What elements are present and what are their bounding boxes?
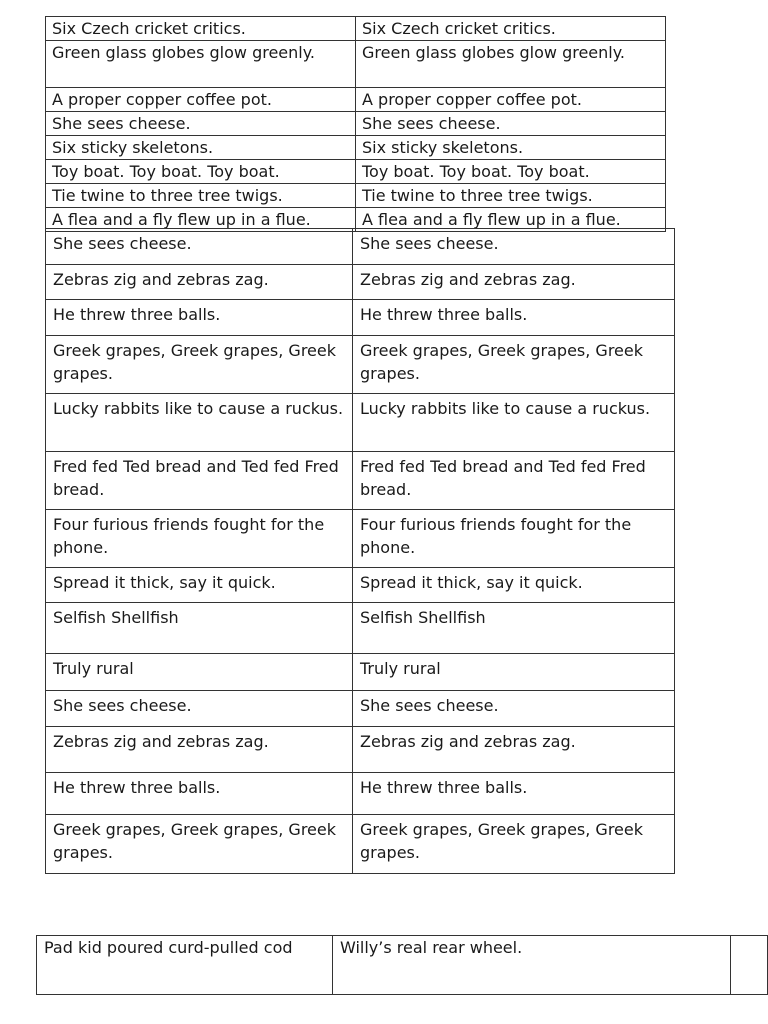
table-cell: Pad kid poured curd-pulled cod bbox=[37, 936, 333, 995]
table-cell: Greek grapes, Greek grapes, Greek grapes. bbox=[46, 336, 353, 394]
table-cell: He threw three balls. bbox=[353, 773, 675, 815]
table-cell: Toy boat. Toy boat. Toy boat. bbox=[46, 160, 356, 184]
table-body bbox=[46, 17, 666, 232]
table-cell: Selfish Shellfish bbox=[46, 603, 353, 654]
table-row bbox=[46, 654, 675, 691]
table-cell: Greek grapes, Greek grapes, Greek grapes. bbox=[353, 336, 675, 394]
table-cell: Lucky rabbits like to cause a ruckus. bbox=[353, 394, 675, 452]
table-cell: Lucky rabbits like to cause a ruckus. bbox=[46, 394, 353, 452]
table-cell: Spread it thick, say it quick. bbox=[353, 568, 675, 603]
table-cell: Truly rural bbox=[353, 654, 675, 691]
table-row bbox=[46, 568, 675, 603]
table-cell: Four furious friends fought for the phone. bbox=[46, 510, 353, 568]
table-cell: Fred fed Ted bread and Ted fed Fred bread. bbox=[46, 452, 353, 510]
table-cell: Six sticky skeletons. bbox=[46, 136, 356, 160]
table-cell: Zebras zig and zebras zag. bbox=[46, 727, 353, 773]
table-cell: She sees cheese. bbox=[46, 112, 356, 136]
table-row bbox=[46, 136, 666, 160]
table-cell: She sees cheese. bbox=[46, 229, 353, 265]
table-cell: Six sticky skeletons. bbox=[356, 136, 666, 160]
table-row bbox=[46, 773, 675, 815]
table-row bbox=[46, 17, 666, 41]
table-cell: Zebras zig and zebras zag. bbox=[46, 265, 353, 300]
table-cell: Six Czech cricket critics. bbox=[356, 17, 666, 41]
table-cell: Spread it thick, say it quick. bbox=[46, 568, 353, 603]
table-cell: He threw three balls. bbox=[46, 300, 353, 336]
table-row bbox=[46, 229, 675, 265]
table-cell: A proper copper coffee pot. bbox=[356, 88, 666, 112]
table-row bbox=[37, 936, 768, 995]
table-cell: He threw three balls. bbox=[46, 773, 353, 815]
table-row bbox=[46, 160, 666, 184]
table-body bbox=[46, 229, 675, 874]
table-row bbox=[46, 300, 675, 336]
table-cell-empty bbox=[731, 936, 768, 995]
table-row bbox=[46, 727, 675, 773]
table-cell: Willy’s real rear wheel. bbox=[333, 936, 731, 995]
table-cell: She sees cheese. bbox=[46, 691, 353, 727]
table-cell: A flea and a fly flew up in a flue. bbox=[46, 208, 356, 232]
table-row bbox=[46, 452, 675, 510]
table-body bbox=[37, 936, 768, 995]
table-cell: She sees cheese. bbox=[356, 112, 666, 136]
tongue-twister-table-1 bbox=[45, 16, 666, 232]
table-cell: Green glass globes glow greenly. bbox=[46, 41, 356, 88]
table-cell: Six Czech cricket critics. bbox=[46, 17, 356, 41]
table-cell: Toy boat. Toy boat. Toy boat. bbox=[356, 160, 666, 184]
table-row bbox=[46, 603, 675, 654]
table-row bbox=[46, 815, 675, 874]
table-row bbox=[46, 184, 666, 208]
table-cell: She sees cheese. bbox=[353, 691, 675, 727]
table-cell: Greek grapes, Greek grapes, Greek grapes. bbox=[353, 815, 675, 874]
table-cell: Selfish Shellfish bbox=[353, 603, 675, 654]
tongue-twister-table-2 bbox=[45, 228, 675, 874]
table-cell: Greek grapes, Greek grapes, Greek grapes. bbox=[46, 815, 353, 874]
table-cell: Zebras zig and zebras zag. bbox=[353, 265, 675, 300]
table-row bbox=[46, 112, 666, 136]
table-cell: Zebras zig and zebras zag. bbox=[353, 727, 675, 773]
table-cell: Fred fed Ted bread and Ted fed Fred bread. bbox=[353, 452, 675, 510]
table-row bbox=[46, 336, 675, 394]
table-cell: Tie twine to three tree twigs. bbox=[46, 184, 356, 208]
table-row bbox=[46, 88, 666, 112]
table-row bbox=[46, 265, 675, 300]
table-cell: Truly rural bbox=[46, 654, 353, 691]
table-cell: Green glass globes glow greenly. bbox=[356, 41, 666, 88]
tongue-twister-table-3 bbox=[36, 935, 768, 995]
table-row bbox=[46, 691, 675, 727]
table-cell: He threw three balls. bbox=[353, 300, 675, 336]
table-cell: Tie twine to three tree twigs. bbox=[356, 184, 666, 208]
table-row bbox=[46, 510, 675, 568]
table-row bbox=[46, 41, 666, 88]
table-row bbox=[46, 394, 675, 452]
table-cell: A flea and a fly flew up in a flue. bbox=[356, 208, 666, 232]
table-cell: A proper copper coffee pot. bbox=[46, 88, 356, 112]
table-cell: Four furious friends fought for the phone. bbox=[353, 510, 675, 568]
table-cell: She sees cheese. bbox=[353, 229, 675, 265]
